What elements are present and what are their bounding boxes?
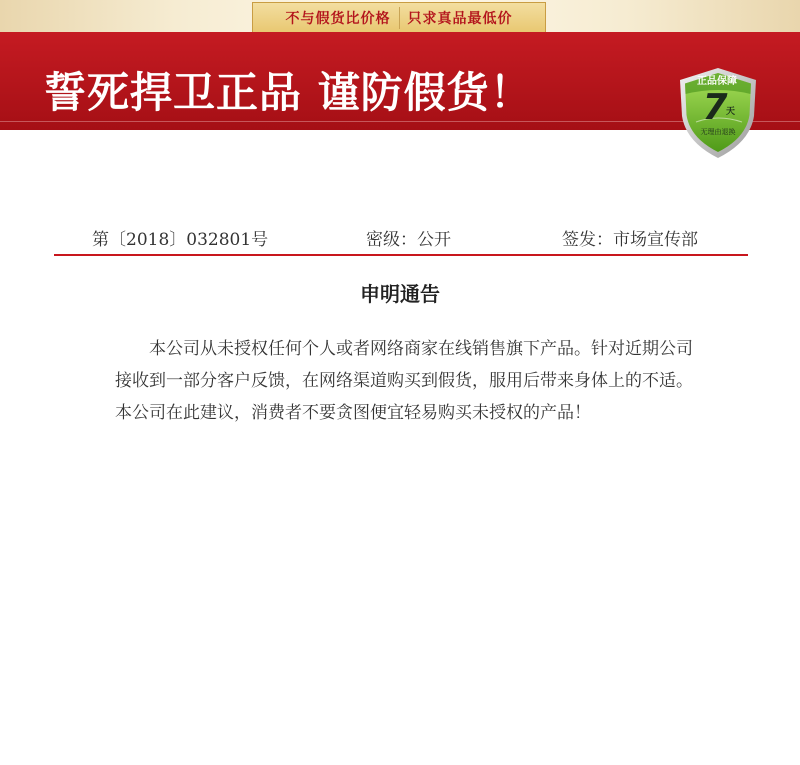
red-banner	[0, 32, 800, 136]
badge-unit: 天	[726, 107, 736, 117]
document-number: 第〔2018〕032801号	[92, 230, 269, 250]
guarantee-badge	[668, 64, 768, 162]
issuer: 签发：市场宣传部	[562, 230, 698, 250]
slogan-left: 不与假货比价格	[285, 11, 391, 27]
red-rule-divider	[54, 254, 748, 256]
badge-subtext: 无理由退换	[700, 128, 736, 136]
badge-number: 7	[702, 87, 728, 128]
document-title: 申明通告	[360, 282, 440, 306]
security-level: 密级：公开	[366, 230, 451, 250]
badge-label: 正品保障	[697, 76, 737, 87]
document-body: 本公司从未授权任何个人或者网络商家在线销售旗下产品。针对近期公司接收到一部分客户反馈，在网络渠道购买到假货，服用后带来身体上的不适。本公司在此建议，消费者不要贪图便宜轻易购买未授权的产品！	[115, 339, 693, 423]
banner-headline: 誓死捍卫正品 谨防假货！	[44, 68, 533, 117]
slogan-box	[252, 2, 546, 33]
slogan-right: 只求真品最低价	[407, 11, 513, 27]
